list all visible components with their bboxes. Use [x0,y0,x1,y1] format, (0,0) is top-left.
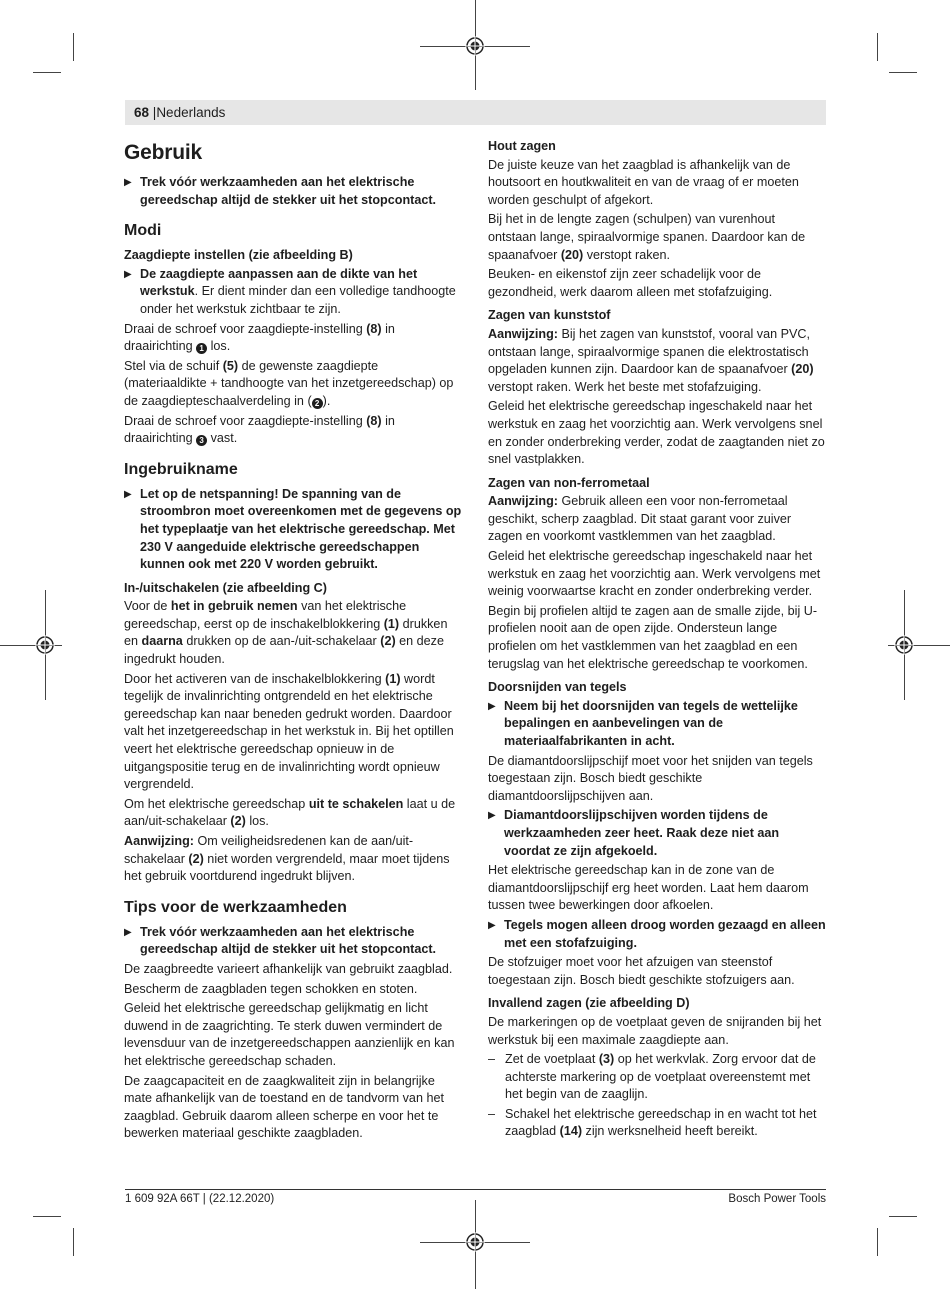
right-column [488,138,826,1143]
paragraph: Geleid het elektrische gereedschap gelijkmatig en licht duwend in de zaagrichting. Te sterk duwen vermindert de levensduur van de inzetgereedschappen aanzienlijk en kan het elektrische gereedschap schaden. [124,1001,455,1068]
paragraph [488,211,826,264]
text: zijn werksnelheid heeft bereikt. [582,1124,758,1139]
heading-in-uitschakelen: In-/uitschakelen (zie afbeelding C) [124,580,327,595]
page-number: 68 [134,105,150,120]
text: ). [322,393,331,408]
warning-bullet [488,917,826,952]
warning-text: Diamantdoorslijpschijven worden tijdens de werkzaamheden zeer heet. Raak deze niet aan voordat ze zijn afgekoeld. [504,808,780,858]
page-header [134,104,225,121]
note-label: Aanwijzing: [488,494,558,509]
text: Bij het zagen van kunststof, vooral van PVC, ontstaan lange, spiraalvormige spanen die elektrostatisch opgeladen kunnen zijn. Daardoor kan de spaanafvoer [488,326,810,377]
warning-bullet [124,924,462,959]
bullet-arrow-icon: ▶ [488,919,496,931]
paragraph [488,493,826,546]
header-separator: | [152,105,157,120]
paragraph: Beuken- en eikenstof zijn zeer schadelijk voor de gezondheid, werk daarom alleen met stofafzuiging. [488,267,773,299]
text: vast. [207,431,238,446]
part-number: (3) [598,1052,615,1067]
part-number: (20) [560,247,584,262]
text: verstopt raken. Werk het beste met stofafzuiging. [488,379,762,394]
heading-hout-zagen: Hout zagen [488,139,556,153]
dash-list-item [488,1051,826,1104]
warning-bullet [124,174,462,209]
heading-tegels: Doorsnijden van tegels [488,680,627,695]
warning-bullet [488,698,826,751]
crop-mark [33,72,61,73]
text: de gewenste zaagdiepte (materiaaldikte + tandhoogte van het inzetgereedschap) op de zaagdiepteschaalverdeling in ( [124,358,454,408]
step-3-icon: 3 [196,435,207,446]
text: Om veiligheidsredenen kan de aan/uit-schakelaar [124,834,414,866]
section-title-gebruik: Gebruik [124,141,202,164]
warning-bullet [124,486,462,574]
bullet-arrow-icon: ▶ [124,926,132,938]
paragraph [124,671,462,794]
part-number: (2) [230,814,246,829]
text: Zet de voetplaat [505,1052,599,1067]
part-number: (5) [222,358,239,373]
text-bold: uit te schakelen [308,796,404,811]
bullet-arrow-icon: ▶ [124,268,132,280]
dash-symbol: – [488,1052,496,1067]
paragraph: De zaagcapaciteit en de zaagkwaliteit zijn in belangrijke mate afhankelijk van de toestand en de tandvorm van het zaagblad. Gebruik daarom alleen scherpe en voor het te bewerken materiaal geschikte zaagbladen. [124,1073,444,1141]
dash-symbol: – [488,1106,496,1121]
registration-mark-icon [465,1232,485,1252]
paragraph [124,598,462,668]
bullet-arrow-icon: ▶ [488,700,496,712]
note-label: Aanwijzing: [488,326,558,341]
text: Schakel het elektrische gereedschap in en wacht tot het zaagblad [505,1106,817,1139]
part-number: (1) [383,616,400,631]
bullet-arrow-icon: ▶ [124,177,132,188]
bullet-arrow-icon: ▶ [488,810,496,822]
step-1-icon: 1 [196,343,207,354]
section-title-ingebruikname: Ingebruikname [124,460,238,478]
text: in draairichting [124,413,395,446]
text: Voor de [124,599,171,614]
text: Door het activeren van de inschakelblokkering [124,671,386,686]
paragraph [124,321,462,356]
step-2-icon: 2 [312,398,323,409]
header-language: Nederlands [156,105,226,120]
paragraph: De zaagbreedte varieert afhankelijk van gebruikt zaagblad. [124,961,453,976]
text-bold: het in gebruik nemen [170,599,298,614]
part-number: (1) [385,671,401,686]
warning-text: Trek vóór werkzaamheden aan het elektrische gereedschap altijd de stekker uit het stopcontact. [140,924,437,957]
text: los. [245,814,269,829]
left-column [124,138,462,1145]
paragraph [124,358,462,411]
zaagdiepte-bullet [124,266,462,319]
text: en deze ingedrukt houden. [124,634,444,667]
heading-non-ferrometaal: Zagen van non-ferrometaal [488,475,650,490]
warning-text: Trek vóór werkzaamheden aan het elektrische gereedschap altijd de stekker uit het stopcontact. [140,175,437,207]
section-title-modi: Modi [124,222,162,240]
text: in draairichting [124,321,395,354]
paragraph: De markeringen op de voetplaat geven de snijranden bij het werkstuk bij een maximale zaagdiepte aan. [488,1014,822,1047]
page-header-band [125,100,826,125]
part-number: (8) [366,321,382,336]
text: Gebruik alleen een voor non-ferrometaal geschikt, scherp zaagblad. Dit staat garant voor zuiver zagen en voorkomt vastklemmen van het zaagblad. [488,494,792,544]
warning-text: Let op de netspanning! De spanning van de stroombron moet overeenkomen met de gegevens op het typeplaatje van het elektrische gereedschap. Met 230 V aangeduide elektrische gereedschappen kunnen ook met 220 V worden gebruikt. [140,486,462,572]
paragraph: Bescherm de zaagbladen tegen schokken en stoten. [124,981,418,996]
paragraph [124,796,462,831]
warning-text: Neem bij het doorsnijden van tegels de wettelijke bepalingen en aanbevelingen van de materiaalfabrikanten in acht. [504,698,798,748]
registration-mark-icon [35,635,55,655]
part-number: (2) [188,851,204,866]
text: Om het elektrische gereedschap [124,796,309,811]
footer-doc-code: 1 609 92A 66T | (22.12.2020) [125,1193,275,1205]
text: op het werkvlak. Zorg ervoor dat de achterste markering op de voetplaat overeenstemt met het begin van de zaaglijn. [505,1052,816,1102]
note-label: Aanwijzing: [124,834,194,848]
crop-mark [889,1216,917,1217]
paragraph: Geleid het elektrische gereedschap ingeschakeld naar het werkstuk en zaag het voorzichtig aan. Werk vervolgens snel en zonder onderbreking verder, zodat de zaagtanden niet zo snel vastplakken. [488,399,825,467]
text: wordt tegelijk de invalinrichting ontgrendeld en het elektrische gereedschap kan naar beneden gedrukt worden. Daardoor valt het inzetgereedschap in het werkstuk in. Bij het optillen veert het elektrische gereedschap opnieuw in de uitgangspositie terug en de invalinrichting wordt opnieuw vergrendeld. [124,671,454,792]
text: laat u de aan/uit-schakelaar [124,796,456,829]
paragraph [124,833,462,886]
text: verstopt raken. [583,247,671,262]
text: drukken en [124,616,448,649]
warning-bullet [488,807,826,860]
text: Bij het in de lengte zagen (schulpen) van vurenhout ontstaan lange, spiraalvormige spanen. Daardoor kan de spaanafvoer [488,212,806,262]
part-number: (8) [366,413,382,428]
heading-zaagdiepte: Zaagdiepte instellen (zie afbeelding B) [124,248,353,263]
crop-mark [73,33,74,61]
text: los. [207,339,231,354]
section-title-tips: Tips voor de werkzaamheden [124,898,347,916]
text: Draai de schroef voor zaagdiepte-instelling [124,321,367,336]
crop-mark [889,72,917,73]
crop-mark [73,1228,74,1256]
registration-mark-icon [894,635,914,655]
heading-invallend-zagen: Invallend zagen (zie afbeelding D) [488,996,690,1011]
paragraph: De juiste keuze van het zaagblad is afhankelijk van de houtsoort en houtkwaliteit en van de vraag of er moeten worden geschulpt of afgekort. [488,157,799,207]
crop-mark [877,1228,878,1256]
text: van het elektrische gereedschap, eerst op de inschakelblokkering [124,599,407,631]
crop-mark [877,33,878,61]
paragraph: Geleid het elektrische gereedschap ingeschakeld naar het werkstuk en zaag het voorzichtig aan. Werk vervolgens met weinig voorwaartse kracht en zonder onderbreking verder. [488,549,821,599]
warning-text: Tegels mogen alleen droog worden gezaagd en alleen met een stofafzuiging. [504,917,826,950]
text-bold: daarna [141,634,183,649]
bullet-bold-text: De zaagdiepte aanpassen aan de dikte van het werkstuk [140,266,418,299]
bullet-text: . Er dient minder dan een volledige tandhoogte onder het werkstuk zichtbaar te zijn. [140,284,456,316]
paragraph: De stofzuiger moet voor het afzuigen van steenstof toegestaan zijn. Bosch biedt geschikte stofzuigers aan. [488,955,795,987]
text: drukken op de aan-/uit-schakelaar [182,634,381,649]
paragraph [124,413,462,448]
text: niet worden vergrendeld, maar moet tijdens het gebruik voortdurend ingedrukt blijven. [124,851,450,884]
paragraph: Begin bij profielen altijd te zagen aan de smalle zijde, bij U-profielen nooit aan de open zijde. Ondersteun lange profielen om het vastklemmen van het zaagblad en een terugslag van het elektrische gereedschap te voorkomen. [488,603,818,671]
part-number: (20) [791,362,814,377]
registration-mark-icon [465,36,485,56]
text: Stel via de schuif [124,358,223,373]
bullet-arrow-icon: ▶ [124,488,132,500]
paragraph [488,326,826,396]
heading-kunststof: Zagen van kunststof [488,308,611,323]
crop-mark [33,1216,61,1217]
paragraph: Het elektrische gereedschap kan in de zone van de diamantdoorslijpschijf erg heet worden. Laat hem daarom tussen twee bewerkingen door afkoelen. [488,863,809,913]
footer-brand: Bosch Power Tools [728,1193,826,1205]
dash-list-item [488,1106,826,1141]
part-number: (2) [380,634,396,649]
text: Draai de schroef voor zaagdiepte-instelling [124,413,367,428]
paragraph: De diamantdoorslijpschijf moet voor het snijden van tegels toegestaan zijn. Bosch biedt geschikte diamantdoorslijpschijven aan. [488,753,813,803]
part-number: (14) [559,1124,583,1139]
footer-rule [125,1189,826,1190]
